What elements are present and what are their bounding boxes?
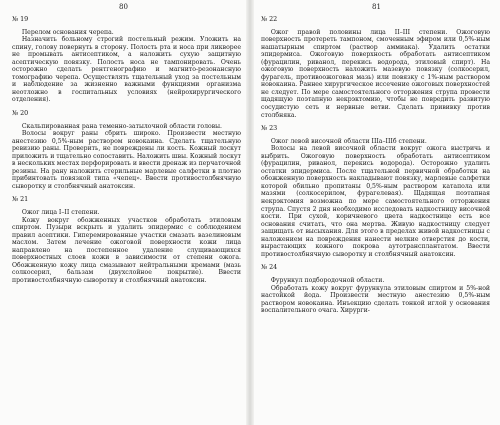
right-column [253, 16, 500, 315]
case-paragraph: Назначить больному строгий постельный режим. Уложить на спину, голову повернуть в сторону. Полость рта и носа при ликворее не промывать антисептиком, а наложить сухую защитную асептическую повязку. Полость носа не тампонировать. Очень осторожно сделать рентгенографию и магнито-резонансную томографию черепа. Осуществлять тщательный уход за постельным и наблюдение за жизненно важными функциями организма неотложно в госпитальных условиях (нейрохирургического отделения). [12, 36, 241, 104]
case-title: Ожог лица I–II степени. [21, 209, 100, 217]
case-title: Фурункул подбородочной области. [270, 276, 385, 284]
left-column [0, 16, 247, 285]
right-page [253, 0, 500, 425]
case-number: № 22 [261, 15, 278, 23]
case-title: Скальпированная рана теменно-затылочной области головы. [21, 122, 223, 130]
case-paragraph: Кожу вокруг обожженных участков обработать этиловым спиртом. Пузыри вскрыть и удалить эпидермис с соблюдением правил асептики. Гиперемированные участки смазать вазелиновым маслом. Затем лечение ожоговой поверхности кожи лица направлено на постепенное удаление слущивающихся поверхностных слоев кожи в зависимости от степени ожога. Обожженную кожу лица смазывают нейтральными кремами (мазь солкосерил, бальзам (двухслойное покрытие). Ввести противостолбнячную сыворотку и столбнячный анатоксин. [12, 216, 241, 284]
case-paragraph: Волосы на левой височной области вокруг ожога выстричь и выбрить. Ожоговую поверхность обработать антисептиком (фурацилин, риванол, перекись водорода). Осторожно удалить остатки эпидермиса. После тщательной первичной обработки на обожженную поверхность накладывают повязку, марлевые салфетки которой обильно пропитаны 0,5%-ным раствором катапола или мазями (солкосерилом, фурагелевая). Щадящая поэтапная некрэктомия возможна по мере самостоятельного отторжения струпа. Спустя 2 дня необходимо исследовать надкостницу височной кости. При сухой, коричневого цвета надкостнице есть все основания считать, что она мертва. Живую надкостницу следует защищать от высыхания. Для этого в пределах живой надкостницы с наложением на повреждения нанести мелкие отверстия до кости, вырастающих кожного покрова аутотрансплантатом. Ввести противостолбнячную сыворотку и столбнячный анатоксин. [261, 145, 490, 258]
case-number: № 20 [12, 109, 29, 118]
case-number: № 24 [261, 263, 278, 272]
page-number: 80 [119, 3, 128, 11]
case-title: Ожог правой половины лица II–III степени. Ожоговую поверхность протереть тампоном, смоченным эфиром или 0,5%-ным нашатырным спиртом (раствор аммиака). Удалить остатки эпидермиса. Ожоговую поверхность обработать антисептиком (фурацилин, риванол, перекись водорода, этиловый спирт). На ожоговую поверхность наложить мазевую повязку (солкосерил, фурагель, противоожоговая мазь) или повязку с 1%-ным раствором новокаина. Раннее хирургическое иссечение ожоговых поверхностей не следует. По мере самостоятельного отторжения струпа провести щадящую поэтапную некрэктомию, чтобы не повредить развитую сосудистую сеть и нервные ветви. Сделать прививку против столбняка. [261, 28, 490, 119]
case-23 [261, 125, 490, 258]
case-title: Перелом основания черепа. [21, 28, 114, 36]
page-number: 81 [372, 3, 381, 11]
case-number: № 19 [12, 15, 29, 23]
case-19 [12, 16, 241, 104]
case-paragraph: Волосы вокруг раны сбрить широко. Произвести местную анестезию 0,5%-ным раствором новокаина. Сделать тщательную ревизию раны. Проверить, не повреждены ли кость. Кожный лоскут приложить и тщательно сопоставить. Наложить швы. Кожный лоскут в нескольких местах перфорировать и ввести дренаж из перчаточной резины. На рану наложить стерильные марлевые салфетки в плотно прибинтовать повязкой типа «чепец». Ввести противостолбнячную сыворотку и столбнячный анатоксин. [12, 130, 241, 190]
case-20 [12, 110, 241, 190]
case-paragraph: Обработать кожу вокруг фурункула этиловым спиртом и 5%-ной настойкой йода. Произвести местную анестезию 0,5%-ным раствором новокаина. Инъекцию сделать тонкой иглой у основания воспалительного очага. Хирурги- [261, 284, 490, 315]
case-24 [261, 264, 490, 314]
case-22 [261, 16, 490, 119]
case-number: № 21 [12, 195, 29, 204]
case-21 [12, 196, 241, 284]
left-page [0, 0, 247, 425]
case-number: № 23 [261, 124, 278, 133]
case-title: Ожог левой височной области IIIa–IIIб степени. [270, 137, 427, 145]
